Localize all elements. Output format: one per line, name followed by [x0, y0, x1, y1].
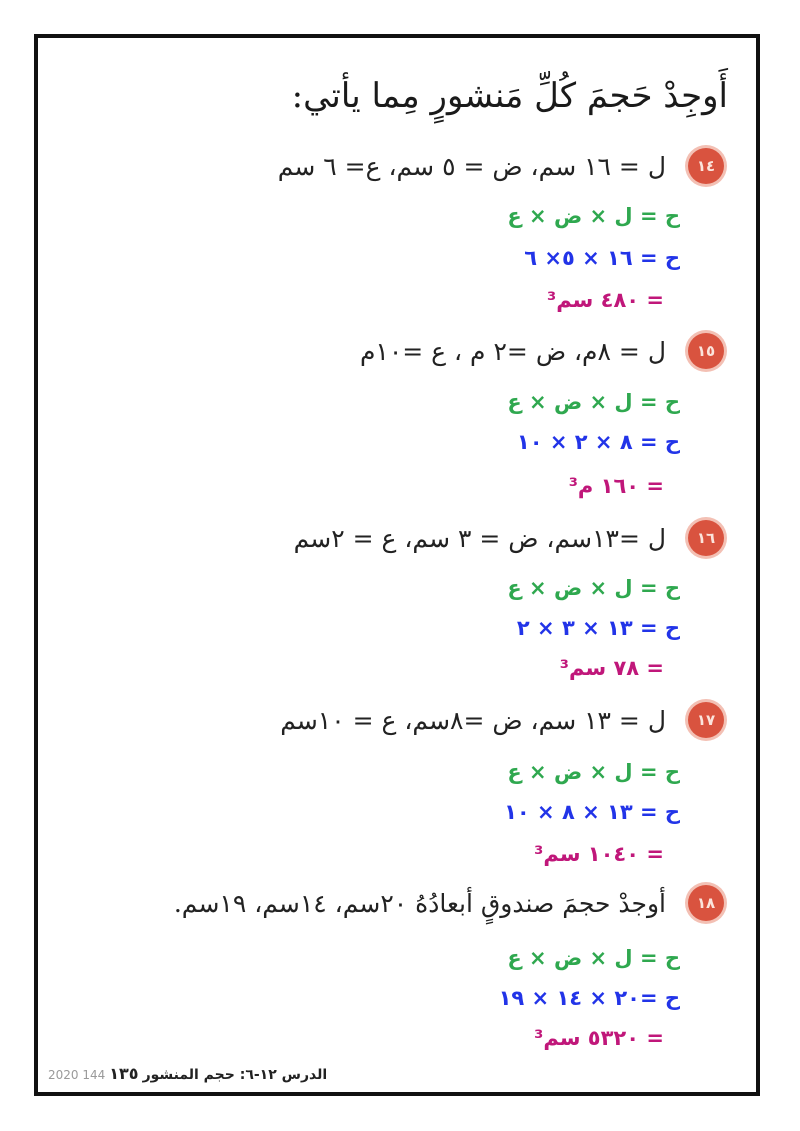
volume-formula: ح = ل × ض × ع	[507, 390, 680, 414]
page-footer	[48, 1064, 327, 1083]
problem-number-badge: ١٥	[688, 333, 724, 369]
substitution-line: ح =٢٠ × ١٤ × ١٩	[498, 986, 680, 1010]
result-line: = ٧٨ سم³	[559, 656, 664, 680]
substitution-line: ح = ١٣ × ٣ × ٢	[516, 616, 680, 640]
problem-18	[174, 885, 724, 921]
problem-statement: ل = ٨م، ض =٢ م ، ع =١٠م	[359, 336, 666, 366]
problem-14	[278, 148, 724, 184]
problem-number-badge: ١٨	[688, 885, 724, 921]
volume-formula: ح = ل × ض × ع	[507, 946, 680, 970]
problem-statement: أوجدْ حجمَ صندوقٍ أبعادُهُ ٢٠سم، ١٤سم، ١٩سم.	[173, 888, 666, 918]
volume-formula: ح = ل × ض × ع	[507, 760, 680, 784]
page-number: ١٣٥	[109, 1064, 139, 1083]
problem-statement: ل = ١٦ سم، ض = ٥ سم، ع= ٦ سم	[277, 151, 666, 181]
result-line: = ١٦٠ م³	[568, 474, 664, 498]
problem-16	[294, 520, 724, 556]
problem-number-badge: ١٦	[688, 520, 724, 556]
problem-number-badge: ١٧	[688, 702, 724, 738]
page-border	[34, 34, 760, 1096]
exercise-title: أَوجِدْ حَجمَ كُلِّ مَنشورٍ مِما يأتي:	[291, 76, 728, 116]
result-line: = ٤٨٠ سم³	[546, 288, 664, 312]
problem-statement: ل = ١٣ سم، ض =٨سم، ع = ١٠سم	[280, 705, 666, 735]
footer-watermark: 2020 144	[48, 1068, 106, 1082]
result-line: = ١٠٤٠ سم³	[534, 842, 664, 866]
problem-statement: ل =١٣سم، ض = ٣ سم، ع = ٢سم	[293, 523, 666, 553]
problem-number-badge: ١٤	[688, 148, 724, 184]
volume-formula: ح = ل × ض × ع	[507, 204, 680, 228]
substitution-line: ح = ٨ × ٢ × ١٠	[516, 430, 680, 454]
result-line: = ٥٣٢٠ سم³	[534, 1026, 664, 1050]
lesson-label: الدرس ١٢-٦: حجم المنشور	[142, 1067, 328, 1083]
substitution-line: ح = ١٣ × ٨ × ١٠	[504, 800, 680, 824]
problem-15	[360, 333, 724, 369]
problem-17	[280, 702, 724, 738]
volume-formula: ح = ل × ض × ع	[507, 576, 680, 600]
substitution-line: ح = ١٦ × ٥× ٦	[524, 246, 680, 270]
